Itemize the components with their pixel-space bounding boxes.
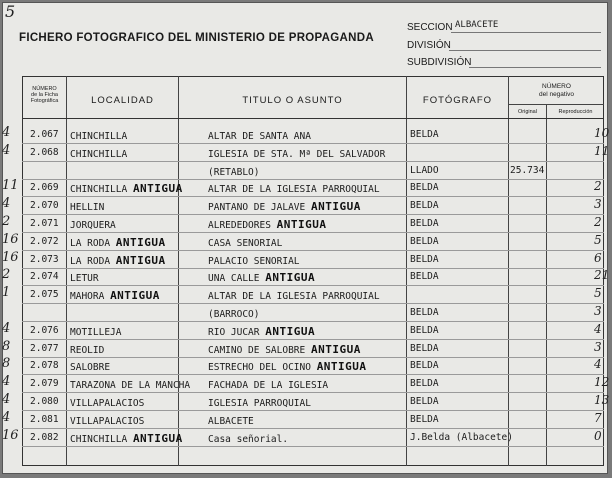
right-handwritten-mark: 2 xyxy=(594,179,602,194)
subdivision-line xyxy=(469,67,601,68)
photographer: BELDA xyxy=(410,307,439,318)
right-handwritten-mark: 4 xyxy=(594,321,602,336)
antigua-stamp: ANTIGUA xyxy=(265,324,316,338)
right-handwritten-mark: 11 xyxy=(594,143,610,158)
title-text: CAMINO DE SALOBRE xyxy=(208,344,306,356)
left-handwritten-mark: 4 xyxy=(2,196,11,212)
title-text: IGLESIA PARROQUIAL xyxy=(208,398,311,409)
record-number: 2.068 xyxy=(30,146,59,158)
photographer: BELDA xyxy=(410,271,439,283)
record-number: 2.074 xyxy=(30,271,59,283)
antigua-stamp: ANTIGUA xyxy=(115,253,166,267)
title-text: (BARROCO) xyxy=(208,309,260,320)
header-localidad: LOCALIDAD xyxy=(91,95,154,106)
antigua-stamp: ANTIGUA xyxy=(132,182,183,196)
title-text: UNA CALLE xyxy=(208,273,260,285)
antigua-stamp: ANTIGUA xyxy=(265,271,316,285)
title-text: IGLESIA DE STA. Mª DEL SALVADOR xyxy=(208,148,386,160)
title xyxy=(208,378,328,391)
header-negativo: NÚMERO del negativo xyxy=(538,83,575,98)
right-handwritten-mark: 13 xyxy=(594,393,610,407)
title-text: PALACIO SENORIAL xyxy=(208,255,300,267)
division-line xyxy=(449,50,601,51)
table-row xyxy=(22,127,604,144)
title xyxy=(208,325,315,338)
locality-text: CHINCHILLA xyxy=(70,148,128,160)
title xyxy=(208,165,259,178)
title xyxy=(208,396,311,409)
table-row xyxy=(22,394,604,411)
photographer: BELDA xyxy=(410,218,439,229)
record-number: 2.077 xyxy=(30,342,59,354)
locality xyxy=(70,325,121,338)
table-row xyxy=(22,252,604,269)
locality xyxy=(70,360,110,373)
locality xyxy=(70,147,127,160)
title xyxy=(208,307,259,320)
title xyxy=(208,271,315,284)
table-row xyxy=(22,180,604,197)
antigua-stamp: ANTIGUA xyxy=(132,431,183,445)
title xyxy=(208,289,380,302)
title-text: ALTAR DE LA IGLESIA PARROQUIAL xyxy=(208,184,380,196)
negative-header-divider xyxy=(508,104,604,105)
table-row xyxy=(22,234,604,251)
table-row xyxy=(22,145,604,162)
card-number: 5 xyxy=(5,2,16,21)
right-handwritten-mark: 2 xyxy=(594,215,602,229)
left-handwritten-mark: 8 xyxy=(2,356,11,372)
record-number: 2.076 xyxy=(30,324,59,336)
left-handwritten-mark: 1 xyxy=(2,285,11,301)
right-handwritten-mark: 7 xyxy=(594,410,602,425)
record-number: 2.075 xyxy=(30,289,59,301)
table-row xyxy=(22,376,604,393)
seccion-value: ALBACETE xyxy=(455,20,499,30)
record-number: 2.069 xyxy=(30,182,59,194)
title-text: CASA SENORIAL xyxy=(208,237,283,249)
locality-text: CHINCHILLA xyxy=(70,433,128,445)
antigua-stamp: ANTIGUA xyxy=(110,289,160,303)
right-handwritten-mark: 6 xyxy=(594,250,602,265)
title xyxy=(208,200,361,213)
locality-text: MOTILLEJA xyxy=(70,326,122,338)
title xyxy=(208,432,288,445)
title-text: RIO JUCAR xyxy=(208,326,260,338)
table-row xyxy=(22,216,604,233)
locality-text: TARAZONA DE LA MANCHA xyxy=(70,380,191,392)
photographer: BELDA xyxy=(410,235,439,247)
locality xyxy=(70,343,104,356)
record-number: 2.071 xyxy=(30,218,59,229)
record-number: 2.079 xyxy=(30,378,59,390)
left-handwritten-mark: 4 xyxy=(2,142,11,158)
title-text: ALREDEDORES xyxy=(208,220,271,231)
title-text: ESTRECHO DEL OCINO xyxy=(208,362,311,374)
title xyxy=(208,254,300,267)
header-original: Original xyxy=(518,109,537,115)
photographer: BELDA xyxy=(410,396,439,407)
photographer: BELDA xyxy=(410,342,439,354)
subdivision-label: SUBDIVISIÓN xyxy=(407,57,472,68)
title xyxy=(208,147,385,160)
title-text: (RETABLO) xyxy=(208,166,260,178)
table-row xyxy=(22,269,604,286)
left-handwritten-mark: 11 xyxy=(2,178,19,194)
right-handwritten-mark: 4 xyxy=(594,357,602,372)
antigua-stamp: ANTIGUA xyxy=(115,235,166,249)
record-number: 2.073 xyxy=(30,253,59,265)
left-handwritten-mark: 4 xyxy=(2,409,11,425)
right-handwritten-mark: 5 xyxy=(594,286,602,301)
locality-text: LA RODA xyxy=(70,255,111,267)
photographer: BELDA xyxy=(410,378,439,390)
locality-text: JORQUERA xyxy=(70,220,116,231)
left-handwritten-mark: 4 xyxy=(2,392,11,407)
locality-text: LA RODA xyxy=(70,237,111,249)
right-handwritten-mark: 10 xyxy=(594,126,610,140)
antigua-stamp: ANTIGUA xyxy=(276,218,327,231)
left-handwritten-mark: 8 xyxy=(2,338,11,354)
table-row xyxy=(22,163,604,180)
photographer: BELDA xyxy=(410,324,439,336)
photographer: LLADO xyxy=(410,164,439,176)
negative-number: 25.734 xyxy=(510,164,545,176)
left-handwritten-mark: 16 xyxy=(2,427,19,443)
record-number: 2.072 xyxy=(30,235,59,247)
title xyxy=(208,360,367,373)
record-number: 2.070 xyxy=(30,200,59,212)
right-handwritten-mark: 12 xyxy=(594,375,610,390)
header-numero: NÚMERO de la Ficha Fotográfica xyxy=(30,86,59,104)
locality xyxy=(70,289,160,302)
locality-text: LETUR xyxy=(70,273,99,285)
locality xyxy=(70,182,183,195)
header-divider xyxy=(22,118,604,119)
locality-text: CHINCHILLA xyxy=(70,184,128,196)
record-number: 2.081 xyxy=(30,413,59,425)
locality xyxy=(70,218,116,231)
photographer: BELDA xyxy=(410,129,439,140)
locality-text: CHINCHILLA xyxy=(70,131,128,142)
locality xyxy=(70,271,99,284)
record-number: 2.078 xyxy=(30,360,59,372)
locality-text: VILLAPALACIOS xyxy=(70,398,145,409)
table-row xyxy=(22,287,604,304)
table-row xyxy=(22,358,604,375)
table-row xyxy=(22,305,604,322)
title xyxy=(208,236,282,249)
title xyxy=(208,218,327,231)
table-row xyxy=(22,323,604,340)
locality xyxy=(70,414,144,427)
locality xyxy=(70,129,127,142)
title-text: FACHADA DE LA IGLESIA xyxy=(208,380,329,392)
photographer: BELDA xyxy=(410,360,439,372)
photographer: BELDA xyxy=(410,413,439,425)
table-row xyxy=(22,198,604,215)
photographer: J.Belda (Albacete) xyxy=(410,431,513,443)
left-handwritten-mark: 4 xyxy=(2,320,11,336)
antigua-stamp: ANTIGUA xyxy=(316,360,367,374)
record-number: 2.080 xyxy=(30,396,59,407)
photographer: BELDA xyxy=(410,200,439,212)
title-text: ALBACETE xyxy=(208,415,254,427)
header-reproduccion: Reproducción xyxy=(558,109,593,115)
title xyxy=(208,182,380,195)
table-row xyxy=(22,412,604,429)
title-text: PANTANO DE JALAVE xyxy=(208,202,306,214)
locality xyxy=(70,378,190,391)
locality xyxy=(70,396,144,409)
left-handwritten-mark: 2 xyxy=(2,214,11,229)
header-titulo: TITULO O ASUNTO xyxy=(242,95,343,106)
title-text: ALTAR DE SANTA ANA xyxy=(208,131,311,142)
right-handwritten-mark: 3 xyxy=(594,339,602,354)
title-text: ALTAR DE LA IGLESIA PARROQUIAL xyxy=(208,291,380,303)
antigua-stamp: ANTIGUA xyxy=(310,342,361,356)
right-handwritten-mark: 0 xyxy=(594,428,602,443)
right-handwritten-mark: 5 xyxy=(594,232,602,247)
photographer: BELDA xyxy=(410,182,439,194)
left-handwritten-mark: 16 xyxy=(2,249,19,265)
header-fotografo: FOTÓGRAFO xyxy=(422,95,493,106)
locality xyxy=(70,432,183,445)
right-handwritten-mark: 3 xyxy=(594,197,602,212)
left-handwritten-mark: 16 xyxy=(2,231,19,247)
locality xyxy=(70,200,104,213)
locality xyxy=(70,236,166,249)
locality-text: SALOBRE xyxy=(70,362,111,374)
locality-text: VILLAPALACIOS xyxy=(70,415,145,427)
title xyxy=(208,343,361,356)
locality-text: REOLID xyxy=(70,344,105,356)
locality xyxy=(70,254,166,267)
title-text: Casa señorial. xyxy=(208,433,289,445)
photographer: BELDA xyxy=(410,253,439,265)
right-handwritten-mark: 3 xyxy=(594,304,602,318)
antigua-stamp: ANTIGUA xyxy=(310,200,361,214)
record-number: 2.067 xyxy=(30,129,59,140)
table-row xyxy=(22,341,604,358)
seccion-label: SECCION xyxy=(407,22,453,33)
left-handwritten-mark: 4 xyxy=(2,125,11,140)
table-row xyxy=(22,430,604,447)
right-handwritten-mark: 21 xyxy=(594,268,610,283)
record-number: 2.082 xyxy=(30,431,59,443)
title xyxy=(208,129,311,142)
locality-text: HELLIN xyxy=(70,202,105,214)
left-handwritten-mark: 2 xyxy=(2,267,11,283)
division-label: DIVISIÓN xyxy=(407,40,451,51)
card-title: FICHERO FOTOGRAFICO DEL MINISTERIO DE PROPAGANDA xyxy=(19,32,374,44)
left-handwritten-mark: 4 xyxy=(2,374,11,390)
title xyxy=(208,414,254,427)
locality-text: MAHORA xyxy=(70,291,105,303)
seccion-line xyxy=(451,32,601,33)
